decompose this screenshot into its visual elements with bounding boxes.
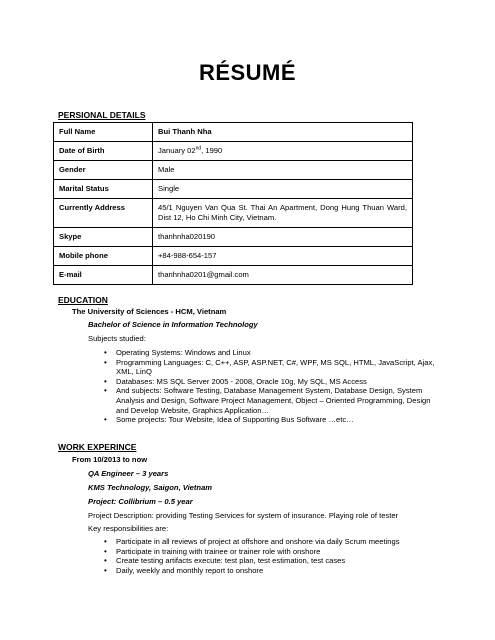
list-item: • Participate in training with trainee or trainer role with onshore (104, 547, 444, 557)
job-role: QA Engineer – 3 years (88, 469, 169, 478)
list-item: • Programming Languages: C, C++, ASP, ASP.NET, C#, WPF, MS SQL, HTML, JavaScript, Ajax, XML, LinQ (104, 358, 444, 377)
work-period: From 10/2013 to now (72, 455, 148, 464)
list-item: • And subjects: Software Testing, Database Management System, Database Design, System Analysis and Design, Software Project Management, Object – Oriented Programming, Design and Develop Website, Graphics Application… (104, 386, 444, 415)
field-value: thanhnha020190 (153, 228, 413, 247)
subjects-label: Subjects studied: (88, 334, 146, 343)
field-label: Mobile phone (54, 247, 153, 266)
resume-title: RÉSUMÉ (198, 60, 297, 85)
school-name: The University of Sciences - HCM, Vietnam (72, 307, 227, 316)
field-label: Skype (54, 228, 153, 247)
personal-details-heading: PERSIONAL DETAILS (58, 110, 146, 120)
list-item: • Daily, weekly and monthly report to onshore (104, 566, 444, 576)
responsibilities-label: Key responsibilities are: (88, 524, 169, 533)
list-item: • Operating Systems: Windows and Linux (104, 348, 444, 358)
dob-suffix: nd (195, 145, 202, 152)
table-row (54, 228, 413, 247)
field-value: Male (153, 161, 413, 180)
project-description: Project Description: providing Testing Services for system of insurance. Playing role of tester (88, 511, 399, 520)
field-value (153, 142, 413, 161)
field-label: E-mail (54, 266, 153, 285)
field-value: Single (153, 180, 413, 199)
work-experience-heading: WORK EXPERINCE (58, 442, 137, 452)
field-value: thanhnha0201@gmail.com (153, 266, 413, 285)
field-label: Date of Birth (54, 142, 153, 161)
list-item: • Some projects: Tour Website, Idea of Supporting Bus Software …etc… (104, 415, 444, 425)
field-label: Gender (54, 161, 153, 180)
field-label: Currently Address (54, 199, 153, 228)
field-value: +84-988-654-157 (153, 247, 413, 266)
project-name: Project: Collibrium – 0.5 year (88, 497, 193, 506)
degree-name: Bachelor of Science in Information Technology (88, 320, 258, 329)
table-row (54, 123, 413, 142)
table-row (54, 142, 413, 161)
subjects-list (104, 348, 444, 425)
personal-details-table (53, 122, 413, 285)
field-value: 45/1 Nguyen Van Qua St. Thai An Apartment, Dong Hung Thuan Ward, Dist 12, Ho Chi Minh City, Vietnam. (153, 199, 413, 228)
field-label: Full Name (54, 123, 153, 142)
table-row (54, 266, 413, 285)
table-row (54, 161, 413, 180)
field-label: Marital Status (54, 180, 153, 199)
table-row (54, 247, 413, 266)
company-name: KMS Technology, Saigon, Vietnam (88, 483, 213, 492)
list-item: • Participate in all reviews of project at offshore and onshore via daily Scrum meetings (104, 537, 444, 547)
dob-year: , 1990 (201, 146, 223, 155)
table-row (54, 180, 413, 199)
list-item: • Databases: MS SQL Server 2005 - 2008, Oracle 10g, My SQL, MS Access (104, 377, 444, 387)
table-row (54, 199, 413, 228)
list-item: • Create testing artifacts execute: test plan, test estimation, test cases (104, 556, 444, 566)
education-heading: EDUCATION (58, 295, 108, 305)
responsibilities-list (104, 537, 444, 575)
field-value: Bui Thanh Nha (153, 123, 413, 142)
dob-main: January 02 (158, 146, 196, 155)
